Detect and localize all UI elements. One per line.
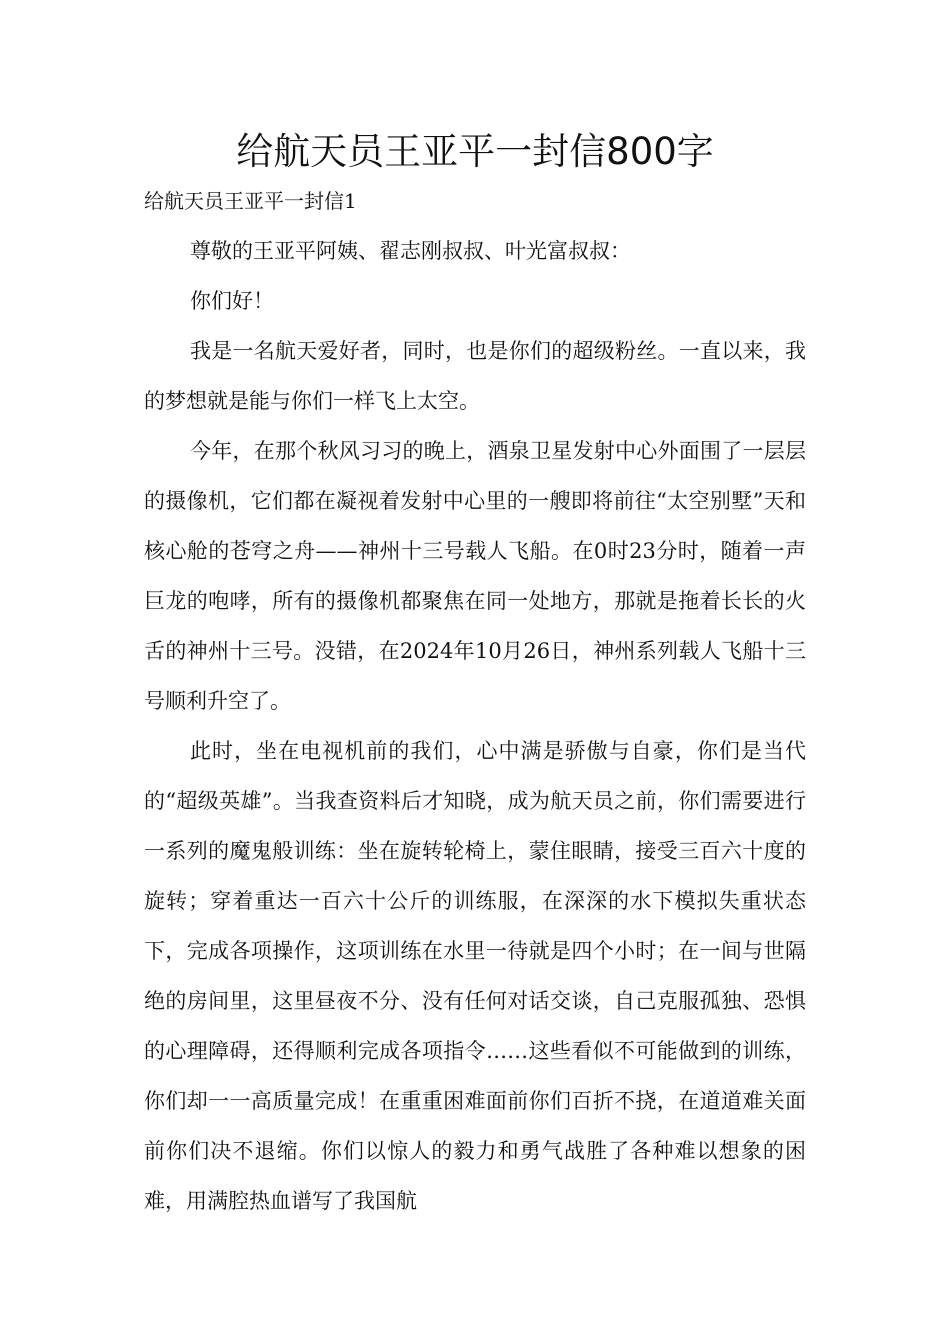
letter-salutation: 你们好！ — [190, 289, 274, 313]
body-paragraph: 今年，在那个秋风习习的晚上，酒泉卫星发射中心外面围了一层层的摄像机，它们都在凝视着发射中心里的一艘即将前往“太空别墅”天和核心舱的苍穹之舟——神州十三号载人飞船。在0时23分时，随着一声巨龙的咆哮，所有的摄像机都聚焦在同一处地方，那就是拖着长长的火舌的神州十三号。没错，在2024年10月26日，神州系列载人飞船十三号顺利升空了。 — [144, 439, 806, 713]
document-title: 给航天员王亚平一封信800字 — [236, 130, 714, 173]
body-paragraph: 此时，坐在电视机前的我们，心中满是骄傲与自豪，你们是当代的“超级英雄”。当我查资料后才知晓，成为航天员之前，你们需要进行一系列的魔鬼般训练：坐在旋转轮椅上，蒙住眼睛，接受三百六十度的旋转；穿着重达一百六十公斤的训练服，在深深的水下模拟失重状态下，完成各项操作，这项训练在水里一待就是四个小时；在一间与世隔绝的房间里，这里昼夜不分、没有任何对话交谈，自己克服孤独、恐惧的心理障碍，还得顺利完成各项指令……这些看似不可能做到的训练，你们却一一高质量完成！在重重困难面前你们百折不挠，在道道难关面前你们决不退缩。你们以惊人的毅力和勇气战胜了各种难以想象的困难，用满腔热血谱写了我国航 — [144, 739, 806, 1213]
letter-greeting: 尊敬的王亚平阿姨、翟志刚叔叔、叶光富叔叔： — [190, 239, 631, 263]
body-paragraph: 我是一名航天爱好者，同时，也是你们的超级粉丝。一直以来，我的梦想就是能与你们一样飞上太空。 — [144, 339, 806, 413]
document-subtitle: 给航天员王亚平一封信1 — [144, 189, 357, 213]
